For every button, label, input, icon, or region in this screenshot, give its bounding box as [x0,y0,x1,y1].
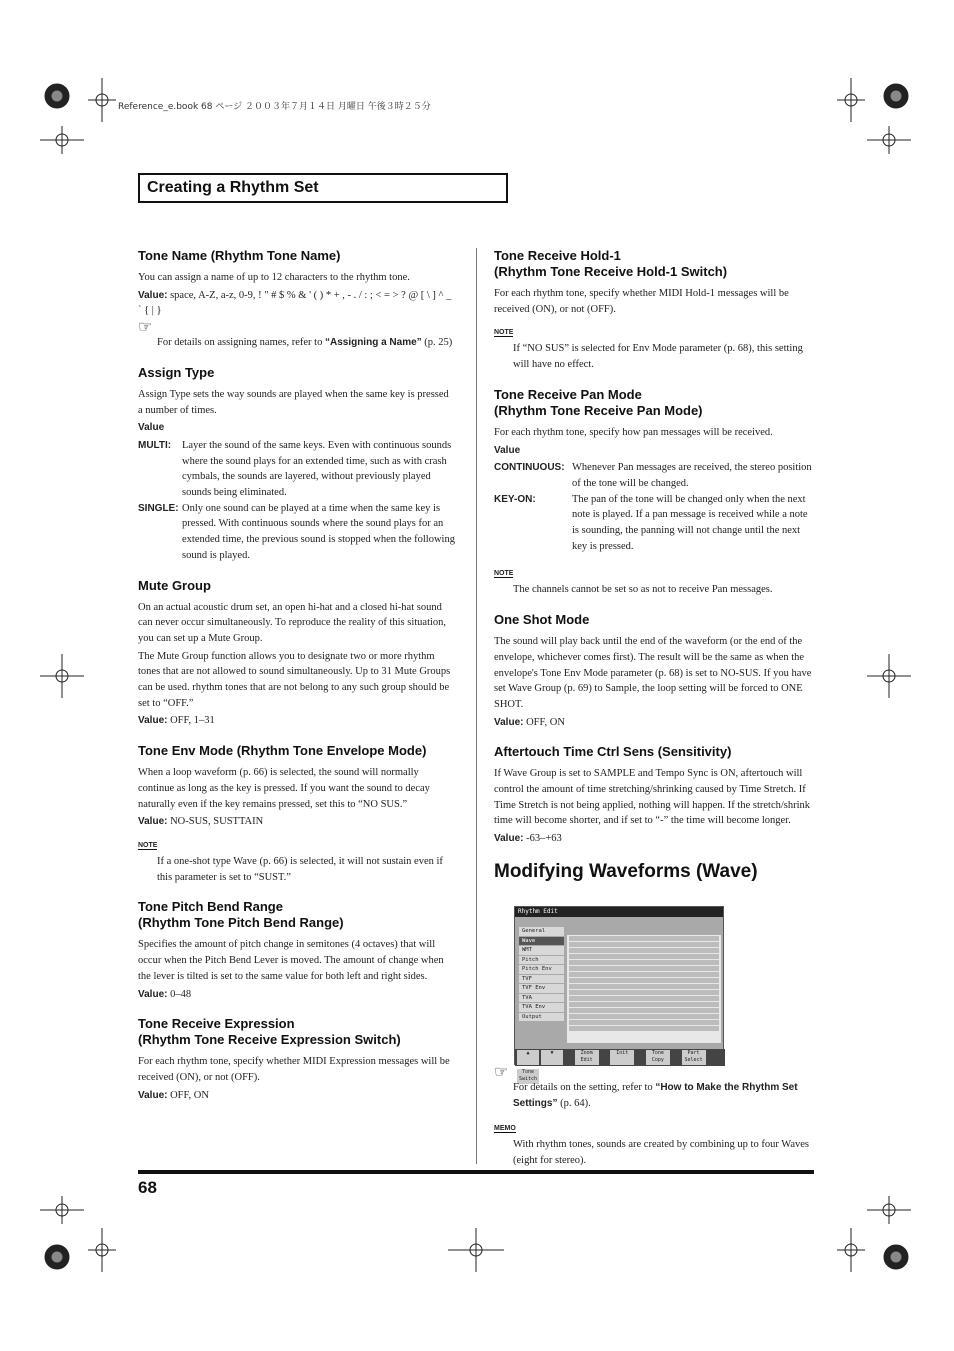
tone-name-ref: For details on assigning names, refer to “Assigning a Name” (p. 25) [157,337,453,349]
mute-group-heading: Mute Group [138,577,211,593]
page-number: 68 [138,1178,157,1197]
wave-ref: For details on the setting, refer to “How to Make the Rhythm Set Settings” (p. 64). [513,1082,798,1109]
one-shot-body: The sound will play back until the end of the waveform (or the end of the envelope, whichever comes first). The result will be the same as when the envelope's Tone Env Mode parameter (p. 68) is set to NO-SUS. If you have set Wave Group (p. 69) to Sample, the loop setting will be forced to ONE SHOT. [494,636,812,710]
screen-tab: TVF [519,975,564,984]
pan-mode-values [494,460,812,554]
value-label: Value [138,422,165,434]
down-arrow-icon: ▼ [541,1050,563,1065]
column-divider [476,248,477,1164]
hold1-note: If “NO SUS” is selected for Env Mode parameter (p. 68), this setting will have no effect. [513,343,803,371]
value-key: SINGLE: [138,502,179,514]
pitch-bend-value: Value: 0–48 [138,988,192,1000]
mute-group-value: Value: OFF, 1–31 [138,715,215,727]
screen-button: Part Select [682,1050,706,1065]
mute-group-section [138,578,456,730]
aftertouch-value: Value: -63–+63 [494,833,562,845]
up-arrow-icon: ▲ [517,1050,539,1065]
note-icon: NOTE [138,841,158,849]
aftertouch-heading: Aftertouch Time Ctrl Sens (Sensitivity) [494,744,732,760]
pan-mode-section [494,387,812,598]
screen-tab: Output [519,1013,564,1022]
mute-group-body2: The Mute Group function allows you to designate two or more rhythm tones that are not allowed to sound simultaneously. Up to 31 Mute Groups can be used. rhythm tones that are not belong to any such group should be set to “OFF.” [138,650,451,709]
expression-section [138,1016,456,1103]
ref-link-rhythm-set-settings[interactable]: “How to Make the Rhythm Set Settings” [513,1082,798,1109]
screen-button: Tone Switch [518,1069,538,1082]
expression-value: Value: OFF, ON [138,1089,209,1101]
screen-titlebar: Rhythm Edit [515,907,723,917]
value-desc: The pan of the tone will be changed only when the next note is played. If a pan message is received while a note is sounding, the panning will not change until the next key is pressed. [572,493,808,552]
value-desc: Layer the sound of the same keys. Even with continuous sounds where the sound plays for an extended time, such as with crash cymbals, the sounds are layered, without previously played sounds being eliminated. [182,439,452,499]
hold1-heading: Tone Receive Hold-1 (Rhythm Tone Receive Hold-1 Switch) [494,248,728,279]
wave-refs [494,1066,812,1171]
hold1-body: For each rhythm tone, specify whether MIDI Hold-1 messages will be received (ON), or not (OFF). [494,288,789,315]
pan-mode-body: For each rhythm tone, specify how pan messages will be received. [494,426,773,438]
section-title: Creating a Rhythm Set [147,179,319,196]
one-shot-value: Value: OFF, ON [494,716,565,728]
tone-name-value [138,288,456,319]
modifying-waveforms-heading: Modifying Waveforms (Wave) [494,860,758,882]
tone-name-section [138,248,456,351]
rhythm-edit-screenshot [514,906,724,1082]
screen-sidebar [519,927,564,1022]
expression-body: For each rhythm tone, specify whether MIDI Expression messages will be received (ON), or not (OFF). [138,1056,450,1083]
assign-type-body: Assign Type sets the way sounds are played when the same key is pressed a number of times. [138,388,449,416]
left-column [138,248,456,1117]
aftertouch-body: If Wave Group is set to SAMPLE and Tempo Sync is ON, aftertouch will control the amount of time stretching/shrinking caused by Time Stretch. If Time Stretch is not being applied, nothing will happen. If the stretch/shrink time will become shorter, and if set to “-” the time will become longer. [494,768,811,827]
memo-text: With rhythm tones, sounds are created by combining up to four Waves (eight for stereo). [513,1139,809,1167]
screen-tab: TVA [519,994,564,1003]
right-column [494,248,812,901]
tone-env-body: When a loop waveform (p. 66) is selected, the sound will normally continue as long as the key is pressed. If you want the sound to decay naturally even if the key remains pressed, set this to “NO SUS.” [138,767,430,810]
assign-type-heading: Assign Type [138,364,215,380]
screen-button: Zoom Edit [575,1050,599,1065]
section-title-box [138,173,508,203]
value-label: Value [494,444,521,456]
footer-rule [138,1170,814,1174]
note-icon: NOTE [494,570,514,578]
value-desc: Whenever Pan messages are received, the stereo position of the tone will be changed. [572,462,812,489]
value-desc: Only one sound can be played at a time when the same key is pressed. With continuous sounds where the sound plays for an extended time, the previous sound is stopped when the following sound is played. [182,502,455,561]
value-label: Value: [138,289,168,301]
value-key: KEY-ON: [494,493,536,505]
one-shot-section [494,612,812,730]
tone-name-heading: Tone Name (Rhythm Tone Name) [138,248,341,263]
expression-heading: Tone Receive Expression (Rhythm Tone Receive Expression Switch) [138,1016,401,1048]
pitch-bend-body: Specifies the amount of pitch change in semitones (4 octaves) that will occur when the Pitch Bend Lever is moved. The amount of change when the lever is tilted is set to the same value for both left and right sides. [138,939,444,982]
aftertouch-section [494,744,812,847]
tone-env-section [138,743,456,885]
screen-button: Tone Copy [646,1050,670,1065]
screen-button: Init [610,1050,634,1065]
screen-tab: Wave [519,937,564,946]
value-text: space, A-Z, a-z, 0-9, ! " # $ % & ' ( ) * + , - . / : ; < = > ? @ [ \ ] ^ _ ` { | } [138,289,452,317]
tone-env-value: Value: NO-SUS, SUSTTAIN [138,816,264,828]
pointing-hand-icon: ☞ [138,319,153,337]
screen-tab: Pitch Env [519,965,564,974]
screen-tab: WMT [519,946,564,955]
pitch-bend-section [138,899,456,1002]
pan-mode-note: The channels cannot be set so as not to receive Pan messages. [513,584,773,596]
tone-env-note: If a one-shot type Wave (p. 66) is selected, it will not sustain even if this parameter is set to “SUST.” [157,855,443,883]
screen-tab: Pitch [519,956,564,965]
pan-mode-heading: Tone Receive Pan Mode (Rhythm Tone Receive Pan Mode) [494,386,703,418]
assign-type-section [138,365,456,564]
mute-group-body1: On an actual acoustic drum set, an open hi-hat and a closed hi-hat sound can never occur simultaneously. To reproduce the reality of this situation, you can set up a Mute Group. [138,601,447,644]
memo-icon: MEMO [494,1125,516,1133]
value-key: CONTINUOUS: [494,462,565,474]
value-key: MULTI: [138,439,172,451]
tone-name-body: You can assign a name of up to 12 characters to the rhythm tone. [138,272,410,283]
ref-link-assigning-name[interactable]: “Assigning a Name” [324,337,422,349]
screen-tab: General [519,927,564,936]
hold1-section [494,248,812,373]
assign-type-values [138,438,456,564]
one-shot-heading: One Shot Mode [494,612,590,628]
screen-button-bar [515,1049,725,1082]
screen-tab: TVA Env [519,1003,564,1012]
print-header-meta: Reference_e.book 68 ページ ２００３年７月１４日 月曜日 午後３時２５分 [118,102,431,112]
note-icon: NOTE [494,329,514,337]
tone-env-heading: Tone Env Mode (Rhythm Tone Envelope Mode) [138,743,427,759]
pointing-hand-icon: ☞ [494,1064,509,1081]
screen-tab: TVF Env [519,984,564,993]
pitch-bend-heading: Tone Pitch Bend Range (Rhythm Tone Pitch Bend Range) [138,899,344,931]
screen-param-pane [567,935,721,1043]
